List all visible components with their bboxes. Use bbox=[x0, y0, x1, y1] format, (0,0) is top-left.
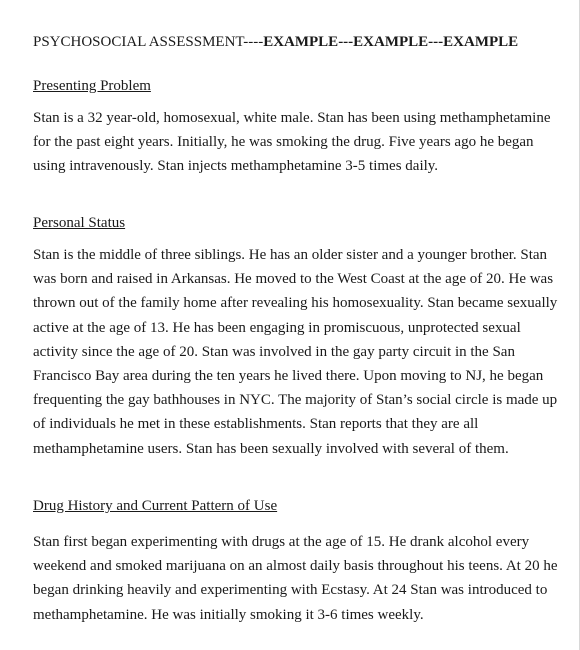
title-bold-text: EXAMPLE---EXAMPLE---EXAMPLE bbox=[263, 34, 519, 50]
section-body-presenting-problem bbox=[33, 106, 553, 179]
text-line: of individuals he met in these establishments. Stan reports that they are all bbox=[33, 416, 479, 433]
text-line: using intravenously. Stan injects methamphetamine 3-5 times daily. bbox=[33, 158, 439, 175]
text-line: was born and raised in Arkansas. He moved to the West Coast at the age of 20. He was bbox=[33, 271, 554, 288]
text-line: Stan is the middle of three siblings. He has an older sister and a younger brother. Stan bbox=[33, 247, 548, 263]
section-body-personal-status bbox=[33, 243, 558, 461]
text-line: frequenting the gay bathhouses in NYC. The majority of Stan’s social circle is made up bbox=[33, 392, 558, 409]
text-line: methamphetamine. He was initially smoking it 3-6 times weekly. bbox=[33, 606, 424, 623]
section-heading-drug-history: Drug History and Current Pattern of Use bbox=[33, 498, 278, 514]
title-plain-text: PSYCHOSOCIAL ASSESSMENT---- bbox=[33, 34, 264, 50]
text-line: Francisco Bay area during the ten years he lived there. Upon moving to NJ, he began bbox=[33, 368, 544, 385]
text-line: Stan is a 32 year-old, homosexual, white male. Stan has been using methamphetamine bbox=[33, 110, 551, 126]
text-line: weekend and smoked marijuana on an almost daily basis throughout his teens. At 20 he bbox=[33, 558, 558, 575]
text-line: for the past eight years. Initially, he was smoking the drug. Five years ago he began bbox=[33, 134, 534, 151]
document-title bbox=[33, 33, 518, 51]
text-line: active at the age of 13. He has been engaging in promiscuous, unprotected sexual bbox=[33, 319, 521, 336]
text-line: methamphetamine users. Stan has been sexually involved with several of them. bbox=[33, 440, 509, 457]
text-line: activity since the age of 20. Stan was involved in the gay party circuit in the San bbox=[33, 343, 515, 360]
section-heading-personal-status: Personal Status bbox=[33, 215, 126, 231]
section-heading-presenting-problem: Presenting Problem bbox=[33, 78, 151, 94]
text-line: thrown out of the family home after revealing his homosexuality. Stan became sexually bbox=[33, 295, 558, 312]
text-line: began drinking heavily and experimenting with Ecstasy. At 24 Stan was introduced to bbox=[33, 582, 548, 599]
text-line: Stan first began experimenting with drugs at the age of 15. He drank alcohol every bbox=[33, 534, 530, 550]
section-body-drug-history bbox=[33, 530, 558, 627]
